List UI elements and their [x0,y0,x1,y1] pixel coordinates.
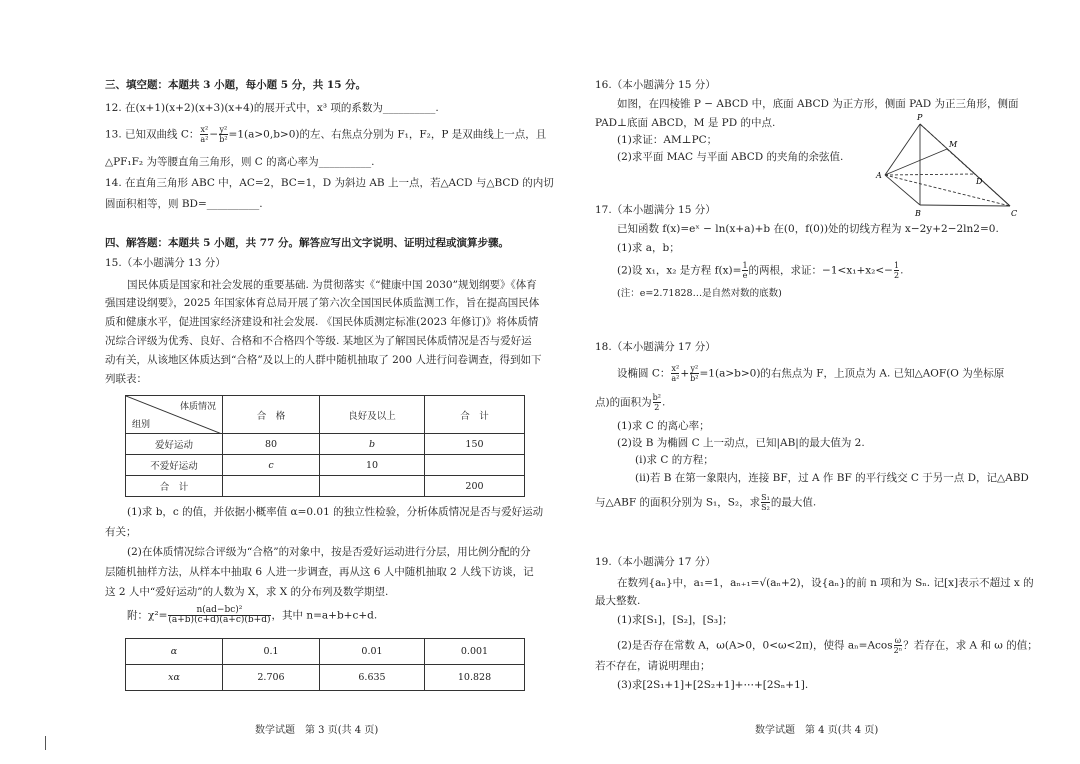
question-16-line-2: PAD⊥底面 ABCD，M 是 PD 的中点. [595,117,776,129]
table-row [126,455,525,476]
table-row [126,476,525,497]
question-15-paragraph-line: 国民体质是国家和社会发展的重要基础. 为贯彻落实《“健康中国 2030”规划纲要》《体育 [127,279,537,291]
table-cell: 200 [425,476,525,497]
table-cell: 10.828 [425,665,525,691]
margin-mark [45,736,46,750]
fraction: $\frac{\omega}{\text{2ⁿ}}$ [893,636,903,655]
question-19-sub-2: (2)是否存在常数 A，ω(A>0，0<ω<2π)，使得 aₙ=Acos $\frac{\omega}{\text{2ⁿ}}$ ？若存在，求 A 和 ω 的值； [617,636,1038,655]
table-header: 良好及以上 [320,396,425,434]
fraction: $\frac{1}{e}$ [742,261,748,280]
fraction: $\frac{1}{2}$ [893,261,900,280]
question-19-line-2: 最大整数. [595,595,641,607]
question-15-paragraph-line: 动有关，从该地区体质达到“合格”及以上的人群中随机抽取了 200 人进行问卷调查，得到如下 [105,354,542,366]
label-a: A [876,171,882,180]
question-13-line-2: △PF₁F₂ 为等腰直角三角形，则 C 的离心率为__________. [105,156,375,168]
question-16-sub-1: (1)求证：AM⊥PC； [617,134,718,146]
question-12: 12. 在(x+1)(x+2)(x+3)(x+4)的展开式中，x³ 项的系数为__________. [105,102,439,114]
table-cell: 0.01 [320,639,425,665]
edge-ab [885,175,920,205]
table-cell: 合 计 [126,476,223,497]
table-cell: 80 [223,434,320,455]
fill-in-section-header: 三、填空题：本题共 3 小题，每小题 5 分，共 15 分。 [105,79,367,91]
table-row [126,639,525,665]
question-18-sub-2: (2)设 B 为椭圆 C 上一动点，已知|AB|的最大值为 2. [617,437,865,449]
question-16-sub-2: (2)求平面 MAC 与平面 ABCD 的夹角的余弦值. [617,151,844,163]
question-15-paragraph-line: 强国建设纲要》，2025 年国家体育总局开展了第六次全国国民体质监测工作，旨在提高国民体 [105,297,540,309]
label-p: P [917,113,923,122]
table-header: 合 计 [425,396,525,434]
question-19-sub-1: (1)求[S₁]，[S₂]，[S₃]； [617,614,733,626]
question-16-line-1: 如图，在四棱锥 P − ABCD 中，底面 ABCD 为正方形，侧面 PAD 为正三角形，侧面 [617,98,1019,110]
table-cell: b [320,434,425,455]
question-17-sub-1: (1)求 a，b； [617,242,680,254]
table-cell: 6.635 [320,665,425,691]
table-cell: 2.706 [223,665,320,691]
fraction: $\frac{\text{y²}}{\text{b²}}$ [690,364,699,383]
critical-value-table [125,638,525,691]
question-15-sub-1-cont: 有关； [105,526,137,538]
table-header: 合 格 [223,396,320,434]
table-row [126,434,525,455]
table-cell: 10 [320,455,425,476]
fraction: $\frac{\text{y²}}{\text{b²}}$ [219,125,228,144]
label-m: M [949,140,958,149]
question-18-line-1: 设椭圆 C： $\frac{\text{x²}}{\text{a²}}$ + $\frac{\text{y²}}{\text{b²}}$ =1(a>b>0)的右焦点为 F，上顶点为 A. 已知△AOF(O 为坐标原 [617,364,1005,383]
table-cell: 爱好运动 [126,434,223,455]
table-cell: 0.001 [425,639,525,665]
question-18-last-line: 与△ABF 的面积分别为 S₁，S₂，求 $\frac{\text{S₁}}{\text{S₂}}$ 的最大值. [595,493,817,512]
label-d: D [976,177,983,186]
page-3 [105,0,554,764]
question-15-sub-2-cont: 层随机抽样方法，从样本中抽取 6 人进一步调查，再从这 6 人中随机抽取 2 人线下访谈，记 [105,566,534,578]
question-18-sub-1: (1)求 C 的离心率； [617,420,710,432]
question-19-sub-3: (3)求[2S₁+1]+[2S₂+1]+⋯+[2Sₙ+1]. [617,679,809,691]
fraction: $\frac{\text{n(ad−bc)²}}{(a+b)(c+d)(a+c)(b+d)}$ [168,605,271,625]
question-15-paragraph-line: 况综合评级为优秀、良好、合格和不合格四个等级. 某地区为了解国民体质情况是否与爱好运 [105,335,532,347]
table-cell: xα [126,665,223,691]
question-18-sub-2-ii: (ii)若 B 在第一象限内，连接 BF，过 A 作 BF 的平行线交 C 于另一点 D，记△ABD [635,472,1029,484]
table-cell [425,455,525,476]
table-cell [223,476,320,497]
chi-square-formula: 附：χ²= $\frac{\text{n(ad−bc)²}}{(a+b)(c+d)(a+c)(b+d)}$ ，其中 n=a+b+c+d. [127,605,378,625]
question-14-line-1: 14. 在直角三角形 ABC 中，AC=2，BC=1，D 为斜边 AB 上一点，若△ACD 与△BCD 的内切 [105,177,554,189]
corner-bottom-label: 组别 [132,420,151,430]
table-row [126,665,525,691]
solve-section-header: 四、解答题：本题共 5 小题，共 77 分。解答应写出文字说明、证明过程或演算步骤。 [105,237,510,249]
question-17-sub-2: (2)设 x₁，x₂ 是方程 f(x)= $\frac{1}{e}$ 的两根，求证：−1<x₁+x₂<− $\frac{1}{2}$ . [617,261,904,280]
contingency-table [125,395,525,497]
question-15-paragraph-line: 质和健康水平，促进国家经济建设和社会发展. 《国民体质测定标准(2023 年修订)》将体质情 [105,316,539,328]
table-cell: c [223,455,320,476]
question-19-sub-2-cont: 若不存在，请说明理由； [595,660,711,672]
table-cell: 不爱好运动 [126,455,223,476]
question-17-title: 17.（本小题满分 15 分） [595,204,716,216]
question-15-sub-1: (1)求 b，c 的值，并依据小概率值 α=0.01 的独立性检验，分析体质情况是否与爱好运动 [127,506,544,518]
table-cell: 150 [425,434,525,455]
table-cell: 0.1 [223,639,320,665]
fraction: $\frac{\text{b²}}{2}$ [652,393,661,412]
page-4-footer: 数学试题 第 4 页(共 4 页) [755,725,879,736]
question-15-sub-2: (2)在体质情况综合评级为“合格”的对象中，按是否爱好运动进行分层，用比例分配的分 [127,546,531,558]
label-c: C [1011,209,1018,218]
question-16-title: 16.（本小题满分 15 分） [595,79,716,91]
edge-ad [885,174,975,175]
question-19-line-1: 在数列{aₙ}中，a₁=1，aₙ₊₁=√(aₙ+2)，设{aₙ}的前 n 项和为 Sₙ. 记[x]表示不超过 x 的 [617,577,1034,589]
question-15-title: 15.（本小题满分 13 分） [105,257,226,269]
table-cell: α [126,639,223,665]
question-18-sub-2-i: (i)求 C 的方程； [635,454,714,466]
corner-top-label: 体质情况 [179,402,216,412]
edge-bc [920,205,1010,206]
question-15-paragraph-line: 列联表： [105,373,147,385]
table-cell [320,476,425,497]
table-corner-cell [126,396,223,434]
question-17-note: (注：e=2.71828…是自然对数的底数) [617,288,782,299]
question-19-title: 19.（本小题满分 17 分） [595,556,716,568]
question-15-sub-2-cont: 这 2 人中“爱好运动”的人数为 X，求 X 的分布列及数学期望. [105,586,389,598]
label-b: B [915,209,921,218]
fraction: $\frac{\text{x²}}{\text{a²}}$ [200,125,209,144]
page-4 [595,0,1038,764]
pyramid-figure [875,110,1025,220]
question-17-line-1: 已知函数 f(x)=eˣ − ln(x+a)+b 在(0，f(0))处的切线方程为 x−2y+2−2ln2=0. [617,223,999,235]
fraction: $\frac{\text{x²}}{\text{a²}}$ [671,364,680,383]
question-13-line-1: 13. 已知双曲线 C： $\frac{\text{x²}}{\text{a²}}$ − $\frac{\text{y²}}{\text{b²}}$ =1(a>0,b>0)的左、右焦点分别为 F₁，F₂，P 是双曲线上一点，且 [105,125,547,144]
question-18-line-2: 点)的面积为 $\frac{\text{b²}}{2}$ . [595,393,666,412]
fraction: $\frac{\text{S₁}}{\text{S₂}}$ [761,493,770,512]
page-3-footer: 数学试题 第 3 页(共 4 页) [255,725,379,736]
question-18-title: 18.（本小题满分 17 分） [595,341,716,353]
question-14-line-2: 圆面积相等，则 BD=__________. [105,198,263,210]
